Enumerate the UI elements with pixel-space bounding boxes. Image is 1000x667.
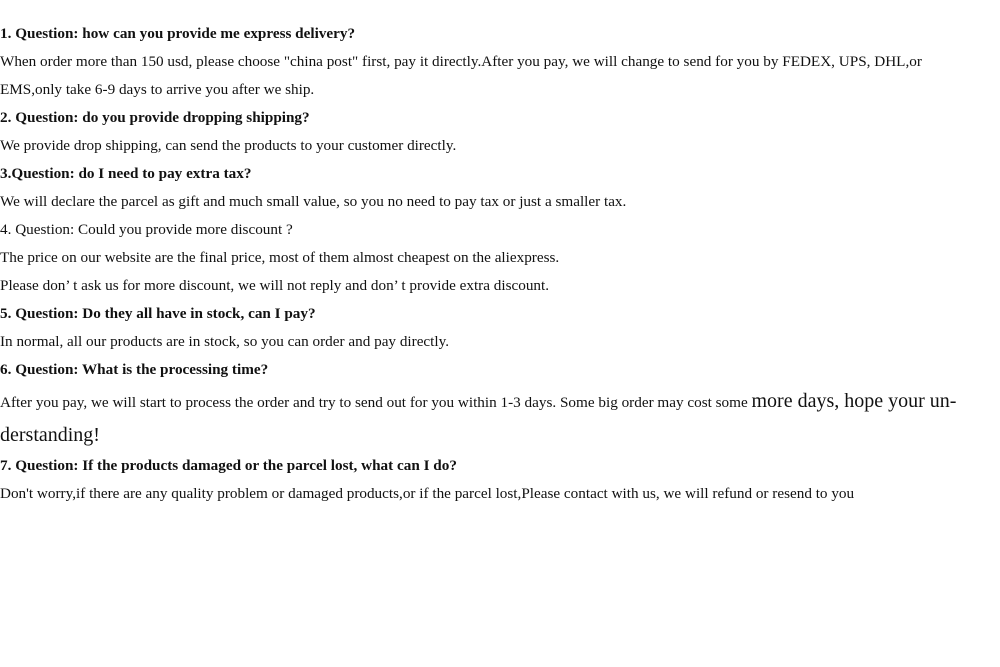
faq-question-7: 7. Question: If the products damaged or the parcel lost, what can I do? [0, 457, 457, 474]
faq-answer-1-line-2: EMS,only take 6-9 days to arrive you after we ship. [0, 81, 315, 98]
faq-section [0, 20, 1000, 508]
faq-answer-6-small-text: After you pay, we will start to process the order and try to send out for you within 1-3 days. Some big order may cost some [0, 394, 752, 411]
faq-answer-5-line-1: In normal, all our products are in stock, so you can order and pay directly. [0, 333, 450, 350]
faq-question-4: 4. Question: Could you provide more discount ? [0, 221, 293, 238]
faq-answer-2-line-1: We provide drop shipping, can send the products to your customer directly. [0, 137, 457, 154]
faq-answer-7-line-1: Don't worry,if there are any quality problem or damaged products,or if the parcel lost,Please contact with us, we will refund or resend to you [0, 485, 855, 502]
faq-answer-4-line-2: Please don’ t ask us for more discount, we will not reply and don’ t provide extra discount. [0, 277, 550, 294]
faq-question-1: 1. Question: how can you provide me express delivery? [0, 25, 356, 42]
faq-question-6: 6. Question: What is the processing time? [0, 361, 269, 378]
faq-answer-6-line-1 [0, 384, 1000, 418]
faq-question-3: 3.Question: do I need to pay extra tax? [0, 165, 252, 182]
faq-question-5: 5. Question: Do they all have in stock, can I pay? [0, 305, 316, 322]
faq-answer-1-line-1: When order more than 150 usd, please choose "china post" first, pay it directly.After you pay, we will change to send for you by FEDEX, UPS, DHL,or [0, 53, 922, 70]
faq-answer-3-line-1: We will declare the parcel as gift and much small value, so you no need to pay tax or just a smaller tax. [0, 193, 627, 210]
faq-answer-6-large-text: more days, hope your un- [751, 390, 957, 412]
faq-answer-4-line-1: The price on our website are the final price, most of them almost cheapest on the aliexpress. [0, 249, 560, 266]
faq-question-2: 2. Question: do you provide dropping shipping? [0, 109, 310, 126]
faq-answer-6-line-2: derstanding! [0, 424, 100, 446]
